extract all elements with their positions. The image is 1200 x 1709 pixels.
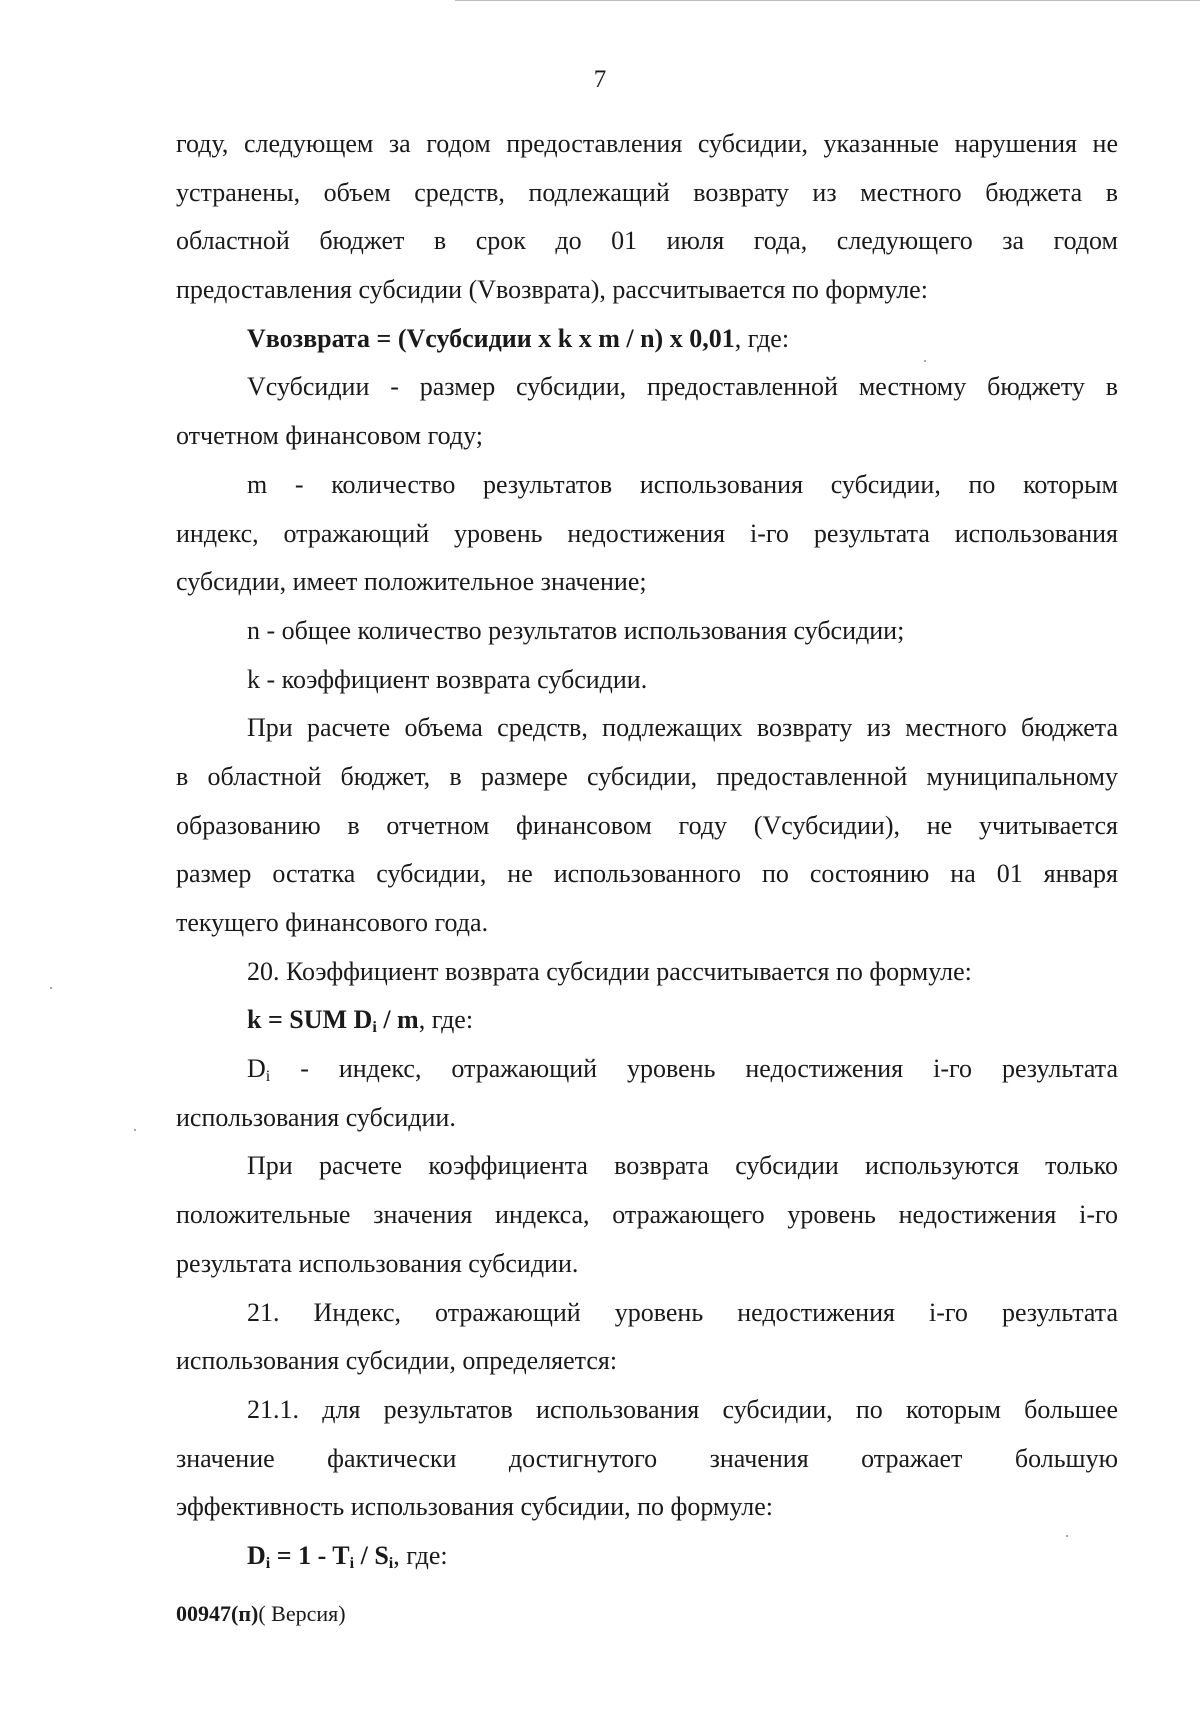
text-line: 20. Коэффициент возврата субсидии рассчитывается по формуле: (247, 956, 972, 986)
text-line: 21. Индекс, отражающий уровень недостижения i-го результата (247, 1297, 1118, 1327)
text-line: использования субсидии, определяется: (176, 1346, 618, 1376)
text-line: эффективность использования субсидии, по формуле: (176, 1492, 773, 1522)
text-line: предоставления субсидии (Vвозврата), рассчитывается по формуле: (176, 275, 928, 305)
scan-speck (134, 1129, 136, 1131)
formula-v-return-expression: Vвозврата = (Vсубсидии x k x m / n) x 0,01 (247, 323, 735, 353)
text-line: положительные значения индекса, отражающего уровень недостижения i-го (176, 1200, 1118, 1230)
text-line: субсидии, имеет положительное значение; (176, 567, 647, 597)
formula-v-return (176, 315, 1118, 364)
text-line: устранены, объем средств, подлежащий возврату из местного бюджета в (176, 177, 1118, 207)
text-line: текущего финансового года. (176, 908, 489, 937)
footer-document-code: 00947(п) (176, 1601, 259, 1626)
text-line: использования субсидии. (176, 1102, 456, 1132)
scan-speck (1066, 1535, 1068, 1537)
text-line: результата использования субсидии. (176, 1248, 579, 1278)
text-line: значение фактически достигнутого значения отражает большую (176, 1443, 1118, 1473)
text-line: индекс, отражающий уровень недостижения i-го результата использования (176, 518, 1118, 548)
di-definition: $D_i$ - индекс, отражающий уровень недостижения i-го результата (247, 1054, 1118, 1086)
formula-d-tail: , где: (393, 1540, 448, 1570)
text-line: m - количество результатов использования субсидии, по которым (247, 469, 1118, 499)
scan-speck (50, 987, 52, 989)
formula-k-tail: , где: (418, 1005, 474, 1035)
text-line: отчетном финансовом году; (176, 421, 483, 451)
formula-k-expression: k = SUM $D_i$ / m (247, 1005, 419, 1037)
text-line: n - общее количество результатов использования субсидии; (247, 615, 905, 645)
text-line: Vсубсидии - размер субсидии, предоставленной местному бюджету в (247, 372, 1118, 402)
text-line: году, следующем за годом предоставления субсидии, указанные нарушения не (176, 129, 1118, 158)
formula-v-return-tail: , где: (734, 323, 790, 353)
formula-k (176, 996, 1118, 1045)
text-line: областной бюджет в срок до 01 июля года, следующего за годом (176, 226, 1118, 256)
document-body (176, 120, 1118, 1581)
text-line: 21.1. для результатов использования субсидии, по которым большее (247, 1394, 1118, 1424)
document-footer (176, 1601, 346, 1627)
scan-edge-line (455, 0, 1200, 1)
text-line: размер остатка субсидии, не использованного по состоянию на 01 января (176, 859, 1118, 889)
text-line: При расчете объема средств, подлежащих возврату из местного бюджета (247, 713, 1118, 743)
text-line: образованию в отчетном финансовом году (Vсубсидии), не учитывается (176, 810, 1118, 840)
footer-version: ( Версия) (258, 1601, 346, 1626)
text-line: k - коэффициент возврата субсидии. (247, 664, 648, 694)
page-number: 7 (593, 66, 607, 93)
text-line: При расчете коэффициента возврата субсидии используются только (247, 1151, 1118, 1181)
scan-speck (924, 360, 926, 362)
formula-d (176, 1532, 1118, 1581)
formula-d-expression: $D_i = 1 - T_i / S_i$ (247, 1540, 394, 1572)
text-line: в областной бюджет, в размере субсидии, предоставленной муниципальному (176, 761, 1118, 791)
